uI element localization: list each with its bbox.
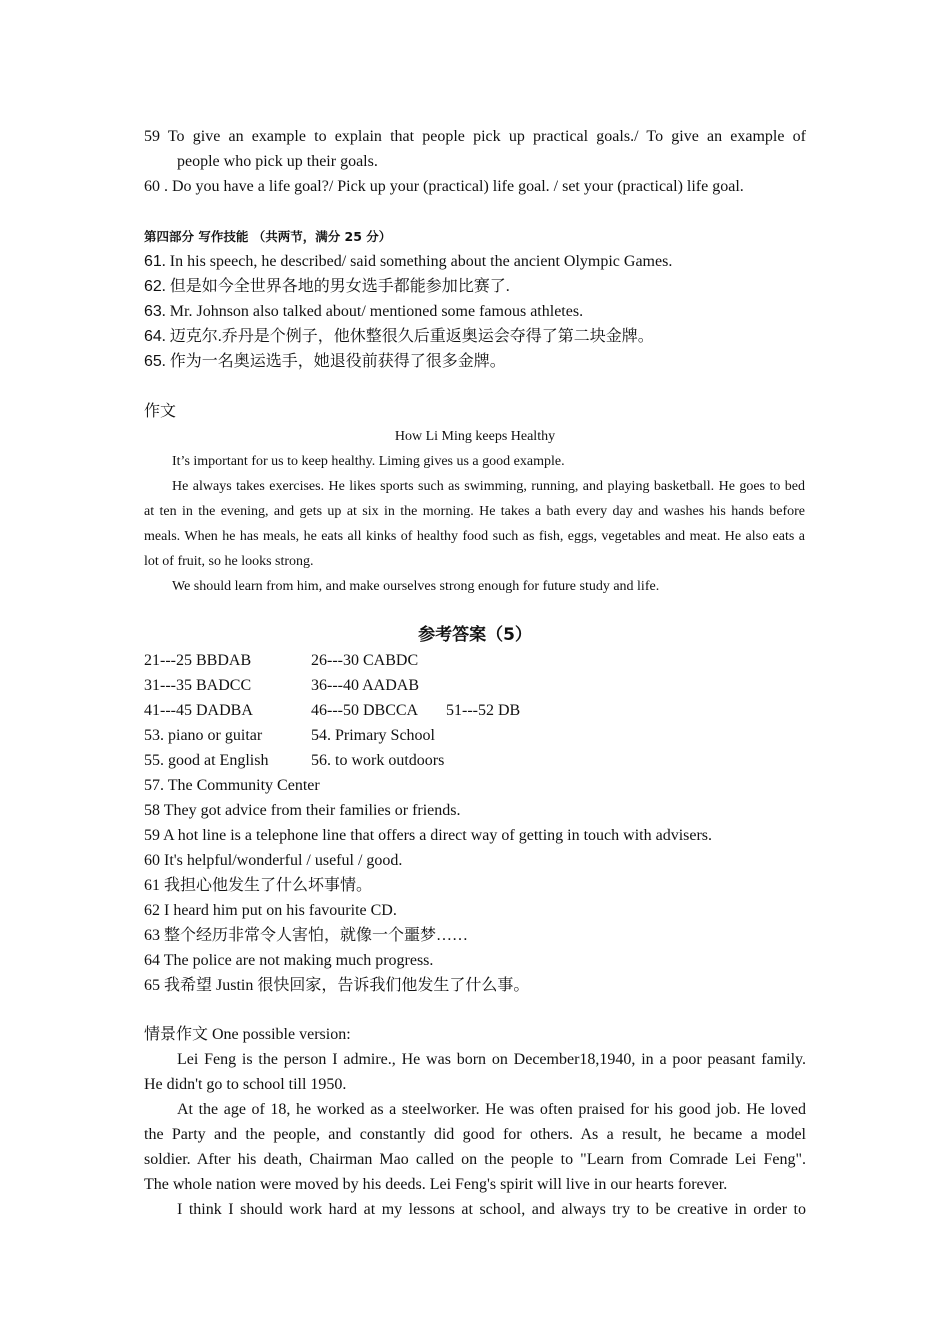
essay2-paragraph-2-line-1: At the age of 18, he worked as a steelworker. He was often praised for his good job. He loved bbox=[177, 1101, 806, 1118]
part4-item-65 bbox=[144, 349, 506, 374]
essay-paragraph-2-line-1: He always takes exercises. He likes sports such as swimming, running, and playing basketball. He goes to bed bbox=[172, 479, 805, 494]
item-text: . Mr. Johnson also talked about/ mentioned some famous athletes. bbox=[161, 303, 584, 320]
item-number: 63 bbox=[144, 303, 162, 320]
essay2-paragraph-1-line-1: Lei Feng is the person I admire., He was born on December18,1940, in a poor peasant family. bbox=[177, 1051, 806, 1068]
answer-row-1 bbox=[144, 648, 806, 673]
item-number: 64 bbox=[144, 328, 162, 345]
answer-cell: 21---25 BBDAB bbox=[144, 652, 252, 669]
answer-cell: 54. Primary School bbox=[311, 727, 435, 744]
answer-cell: 36---40 AADAB bbox=[311, 677, 419, 694]
essay2-paragraph-2-line-3: soldier. After his death, Chairman Mao called on the people to "Learn from Comrade Lei Feng". bbox=[144, 1151, 806, 1168]
essay2-paragraph-3-line-1: I think I should work hard at my lessons at school, and always try to be creative in order to bbox=[177, 1201, 806, 1218]
answer-cell: 46---50 DBCCA bbox=[311, 702, 419, 719]
answer-58: 58 They got advice from their families or friends. bbox=[144, 802, 461, 819]
answer-cell: 56. to work outdoors bbox=[311, 752, 445, 769]
answer-cell: 41---45 DADBA bbox=[144, 702, 253, 719]
item-text: . 迈克尔.乔丹是个例子，他休整很久后重返奥运会夺得了第二块金牌。 bbox=[161, 328, 654, 345]
answer-cell: 51---52 DB bbox=[446, 702, 521, 719]
part4-item-61 bbox=[144, 249, 672, 274]
essay2-label: 情景作文 One possible version: bbox=[144, 1026, 351, 1043]
answer-59-line-2: people who pick up their goals. bbox=[177, 153, 378, 170]
item-text: . 但是如今全世界各地的男女选手都能参加比赛了. bbox=[161, 278, 510, 295]
answer-59: 59 A hot line is a telephone line that offers a direct way of getting in touch with advisers. bbox=[144, 827, 713, 844]
answer-65: 65 我希望 Justin 很快回家，告诉我们他发生了什么事。 bbox=[144, 977, 530, 994]
item-number: 61 bbox=[144, 253, 162, 270]
item-text: . In his speech, he described/ said something about the ancient Olympic Games. bbox=[161, 253, 673, 270]
answer-59-line-1: 59 To give an example to explain that people pick up practical goals./ To give an example of bbox=[144, 128, 806, 145]
essay-paragraph-3: We should learn from him, and make ourselves strong enough for future study and life. bbox=[172, 579, 660, 594]
answer-62: 62 I heard him put on his favourite CD. bbox=[144, 902, 397, 919]
answer-cell: 26---30 CABDC bbox=[311, 652, 419, 669]
part4-item-63 bbox=[144, 299, 583, 324]
answer-cell: 31---35 BADCC bbox=[144, 677, 252, 694]
item-number: 65 bbox=[144, 353, 162, 370]
answer-cell: 53. piano or guitar bbox=[144, 727, 263, 744]
part4-heading: 第四部分 写作技能 （共两节，满分 25 分） bbox=[144, 229, 392, 244]
answer-row-5 bbox=[144, 748, 806, 773]
essay-paragraph-1: It’s important for us to keep healthy. Liming gives us a good example. bbox=[172, 454, 565, 469]
answer-60: 60 It's helpful/wonderful / useful / good. bbox=[144, 852, 403, 869]
answer-63: 63 整个经历非常令人害怕，就像一个噩梦…… bbox=[144, 927, 469, 944]
essay2-paragraph-2-line-4: The whole nation were moved by his deeds. Lei Feng's spirit will live in our hearts forever. bbox=[144, 1176, 728, 1193]
essay2-paragraph-2-line-2: the Party and the people, and constantly did good for others. As a result, he became a model bbox=[144, 1126, 806, 1143]
item-number: 62 bbox=[144, 278, 162, 295]
answer-row-2 bbox=[144, 673, 806, 698]
part4-item-64 bbox=[144, 324, 654, 349]
essay2-paragraph-1-line-2: He didn't go to school till 1950. bbox=[144, 1076, 347, 1093]
item-text: . 作为一名奥运选手，她退役前获得了很多金牌。 bbox=[161, 353, 506, 370]
answer-57: 57. The Community Center bbox=[144, 777, 320, 794]
essay-paragraph-2-line-2: at ten in the evening, and gets up at six in the morning. He takes a bath every day and washes his hands before bbox=[144, 504, 805, 519]
essay-paragraph-2-line-3: meals. When he has meals, he eats all kinks of healthy food such as fish, eggs, vegetables and meat. He also eats a bbox=[144, 529, 805, 544]
answer-row-3 bbox=[144, 698, 806, 723]
answer-cell: 55. good at English bbox=[144, 752, 269, 769]
answer-64: 64 The police are not making much progress. bbox=[144, 952, 434, 969]
part4-item-62 bbox=[144, 274, 510, 299]
essay-paragraph-2-line-4: lot of fruit, so he looks strong. bbox=[144, 554, 314, 569]
answer-61: 61 我担心他发生了什么坏事情。 bbox=[144, 877, 373, 894]
answer-row-4 bbox=[144, 723, 806, 748]
answer-60: 60 . Do you have a life goal?/ Pick up your (practical) life goal. / set your (practical) life goal. bbox=[144, 178, 744, 195]
essay-label: 作文 bbox=[144, 403, 177, 420]
answers-title: 参考答案（5） bbox=[418, 625, 532, 645]
essay-title: How Li Ming keeps Healthy bbox=[394, 429, 556, 444]
